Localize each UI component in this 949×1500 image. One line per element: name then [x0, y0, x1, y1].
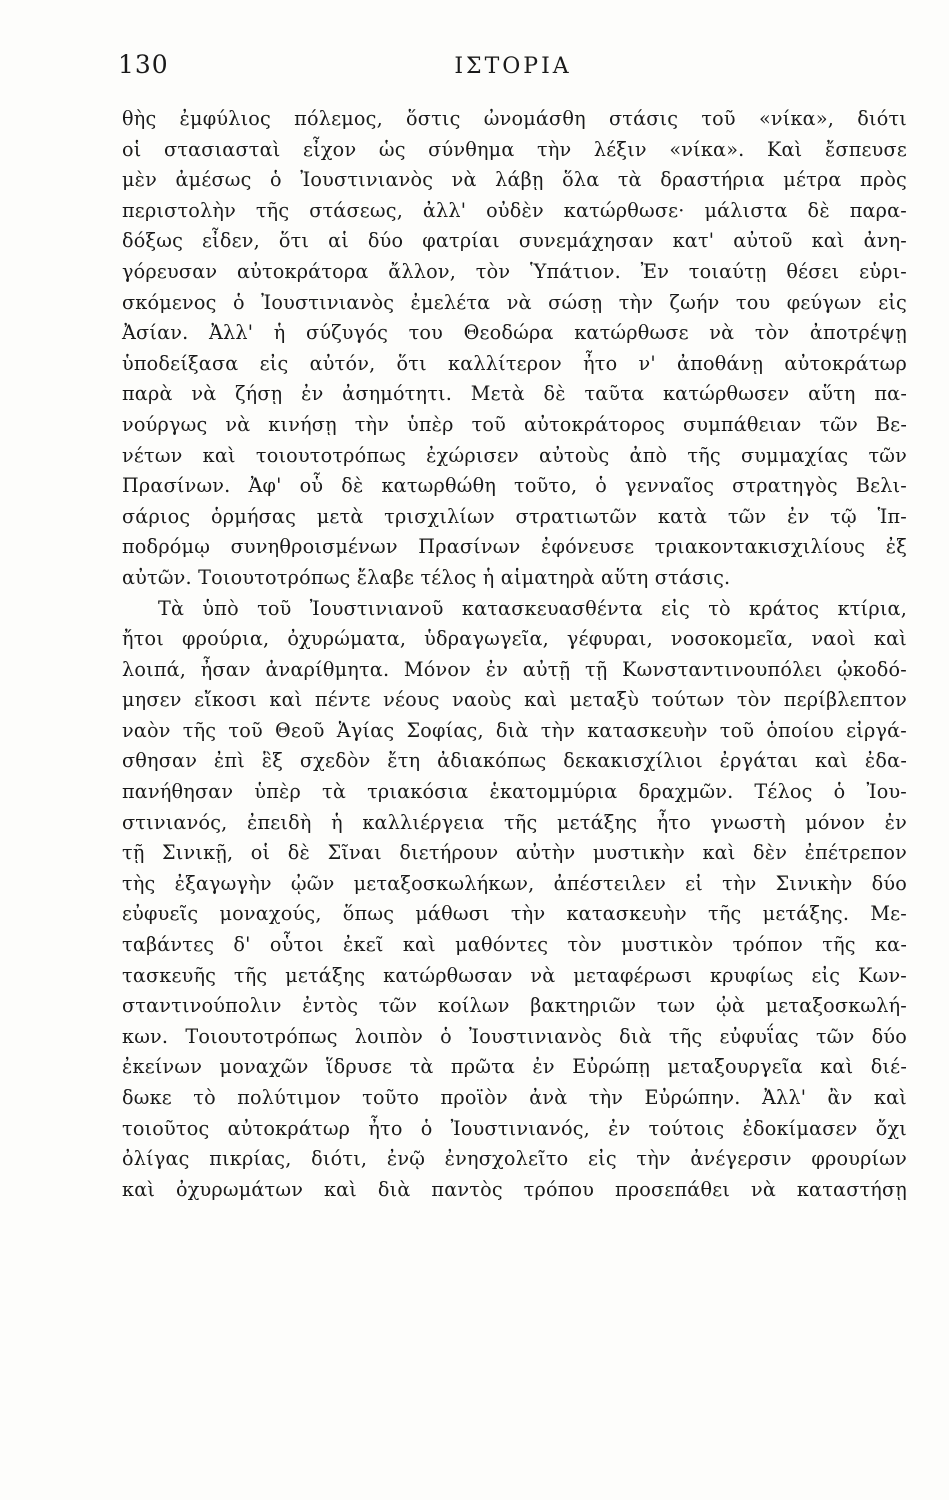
- text-line: παρὰ νὰ ζήσῃ ἐν ἀσημότητι. Μετὰ δὲ ταῦτα κατώρθωσεν αὕτη πα-: [122, 382, 907, 406]
- text-line: νέτων καὶ τοιουτοτρόπως ἐχώρισεν αὐτοὺς ἀπὸ τῆς συμμαχίας τῶν: [122, 443, 907, 467]
- text-line: στινιανός, ἐπειδὴ ἡ καλλιέργεια τῆς μετάξης ἦτο γνωστὴ μόνον ἐν: [122, 810, 907, 834]
- text-line: πανήθησαν ὑπὲρ τὰ τριακόσια ἑκατομμύρια δραχμῶν. Τέλος ὁ Ἰου-: [122, 780, 907, 804]
- text-line: ἐκείνων μοναχῶν ἵδρυσε τὰ πρῶτα ἐν Εὐρώπῃ μεταξουργεῖα καὶ διέ-: [122, 1055, 907, 1079]
- text-line: σθησαν ἐπὶ ἓξ σχεδὸν ἔτη ἀδιακόπως δεκακισχίλιοι ἐργάται καὶ ἐδα-: [122, 749, 907, 773]
- text-line: τασκευῆς τῆς μετάξης κατώρθωσαν νὰ μεταφέρωσι κρυφίως εἰς Κων-: [122, 963, 907, 987]
- text-line: δόξως εἶδεν, ὅτι αἱ δύο φατρίαι συνεμάχησαν κατ' αὐτοῦ καὶ ἀνη-: [122, 229, 907, 253]
- text-line: καὶ ὀχυρωμάτων καὶ διὰ παντὸς τρόπου προσεπάθει νὰ καταστήσῃ: [122, 1177, 907, 1201]
- text-line: Ἀσίαν. Ἀλλ' ἡ σύζυγός του Θεοδώρα κατώρθωσε νὰ τὸν ἀποτρέψῃ: [122, 321, 907, 345]
- text-line: οἱ στασιασταὶ εἶχον ὡς σύνθημα τὴν λέξιν «νίκα». Καὶ ἔσπευσε: [122, 137, 907, 161]
- text-line: ταβάντες δ' οὗτοι ἐκεῖ καὶ μαθόντες τὸν μυστικὸν τρόπον τῆς κα-: [122, 933, 907, 957]
- text-line: τῇ Σινικῇ, οἱ δὲ Σῖναι διετήρουν αὐτὴν μυστικὴν καὶ δὲν ἐπέτρεπον: [122, 841, 907, 865]
- text-line: εὐφυεῖς μοναχούς, ὅπως μάθωσι τὴν κατασκευὴν τῆς μετάξης. Με-: [122, 902, 907, 926]
- text-line: ποδρόμῳ συνηθροισμένων Πρασίνων ἐφόνευσε τριακοντακισχιλίους ἐξ: [122, 535, 907, 559]
- text-line: Τὰ ὑπὸ τοῦ Ἰουστινιανοῦ κατασκευασθέντα εἰς τὸ κράτος κτίρια,: [158, 596, 907, 620]
- text-line: ὀλίγας πικρίας, διότι, ἐνῷ ἐνησχολεῖτο εἰς τὴν ἀνέγερσιν φρουρίων: [122, 1147, 907, 1171]
- body-text: [122, 104, 907, 1205]
- text-line: ὑποδείξασα εἰς αὐτόν, ὅτι καλλίτερον ἦτο ν' ἀποθάνῃ αὐτοκράτωρ: [122, 351, 907, 375]
- page-header: [118, 50, 908, 90]
- text-line: θὴς ἐμφύλιος πόλεμος, ὅστις ὠνομάσθη στάσις τοῦ «νίκα», διότι: [122, 107, 907, 130]
- text-line: σκόμενος ὁ Ἰουστινιανὸς ἐμελέτα νὰ σώσῃ τὴν ζωήν του φεύγων εἰς: [122, 290, 907, 314]
- paragraph-2: [122, 594, 907, 1206]
- text-line: νούργως νὰ κινήσῃ τὴν ὑπὲρ τοῦ αὐτοκράτορος συμπάθειαν τῶν Βε-: [122, 412, 907, 436]
- text-line: τὴς ἐξαγωγὴν ᾠῶν μεταξοσκωλήκων, ἀπέστειλεν εἰ τὴν Σινικὴν δύο: [122, 871, 907, 895]
- paragraph-1: [122, 104, 907, 594]
- text-line: Πρασίνων. Ἀφ' οὗ δὲ κατωρθώθη τοῦτο, ὁ γενναῖος στρατηγὸς Βελι-: [122, 474, 907, 498]
- text-line: ἤτοι φρούρια, ὀχυρώματα, ὑδραγωγεῖα, γέφυραι, νοσοκομεῖα, ναοὶ καὶ: [122, 627, 907, 651]
- text-line: μησεν εἴκοσι καὶ πέντε νέους ναοὺς καὶ μεταξὺ τούτων τὸν περίβλεπτον: [122, 688, 907, 712]
- text-line: λοιπά, ἦσαν ἀναρίθμητα. Μόνον ἐν αὐτῇ τῇ Κωνσταντινουπόλει ᾠκοδό-: [122, 657, 907, 681]
- page-number: 130: [118, 50, 169, 79]
- text-line: κων. Τοιουτοτρόπως λοιπὸν ὁ Ἰουστινιανὸς διὰ τῆς εὐφυΐας τῶν δύο: [122, 1024, 907, 1048]
- text-line: τοιοῦτος αὐτοκράτωρ ἦτο ὁ Ἰουστινιανός, ἐν τούτοις ἐδοκίμασεν ὄχι: [122, 1116, 907, 1140]
- text-line: αὐτῶν. Τοιουτοτρόπως ἔλαβε τέλος ἡ αἱματηρὰ αὕτη στάσις.: [122, 565, 731, 589]
- text-line: μὲν ἀμέσως ὁ Ἰουστινιανὸς νὰ λάβῃ ὅλα τὰ δραστήρια μέτρα πρὸς: [122, 168, 907, 192]
- text-line: γόρευσαν αὐτοκράτορα ἄλλον, τὸν Ὑπάτιον. Ἐν τοιαύτῃ θέσει εὑρι-: [122, 259, 907, 283]
- text-line: περιστολὴν τῆς στάσεως, ἀλλ' οὐδὲν κατώρθωσε· μάλιστα δὲ παρα-: [122, 198, 907, 222]
- text-line: δωκε τὸ πολύτιμον τοῦτο προϊὸν ἀνὰ τὴν Εὐρώπην. Ἀλλ' ἂν καὶ: [122, 1086, 907, 1109]
- running-title: ΙΣΤΟΡΙΑ: [454, 54, 572, 79]
- text-line: σάριος ὁρμήσας μετὰ τρισχιλίων στρατιωτῶν κατὰ τῶν ἐν τῷ Ἱπ-: [122, 504, 907, 528]
- text-line: ναὸν τῆς τοῦ Θεοῦ Ἁγίας Σοφίας, διὰ τὴν κατασκευὴν τοῦ ὁποίου εἰργά-: [122, 718, 907, 742]
- text-line: σταντινούπολιν ἐντὸς τῶν κοίλων βακτηριῶν των ᾠὰ μεταξοσκωλή-: [122, 994, 907, 1018]
